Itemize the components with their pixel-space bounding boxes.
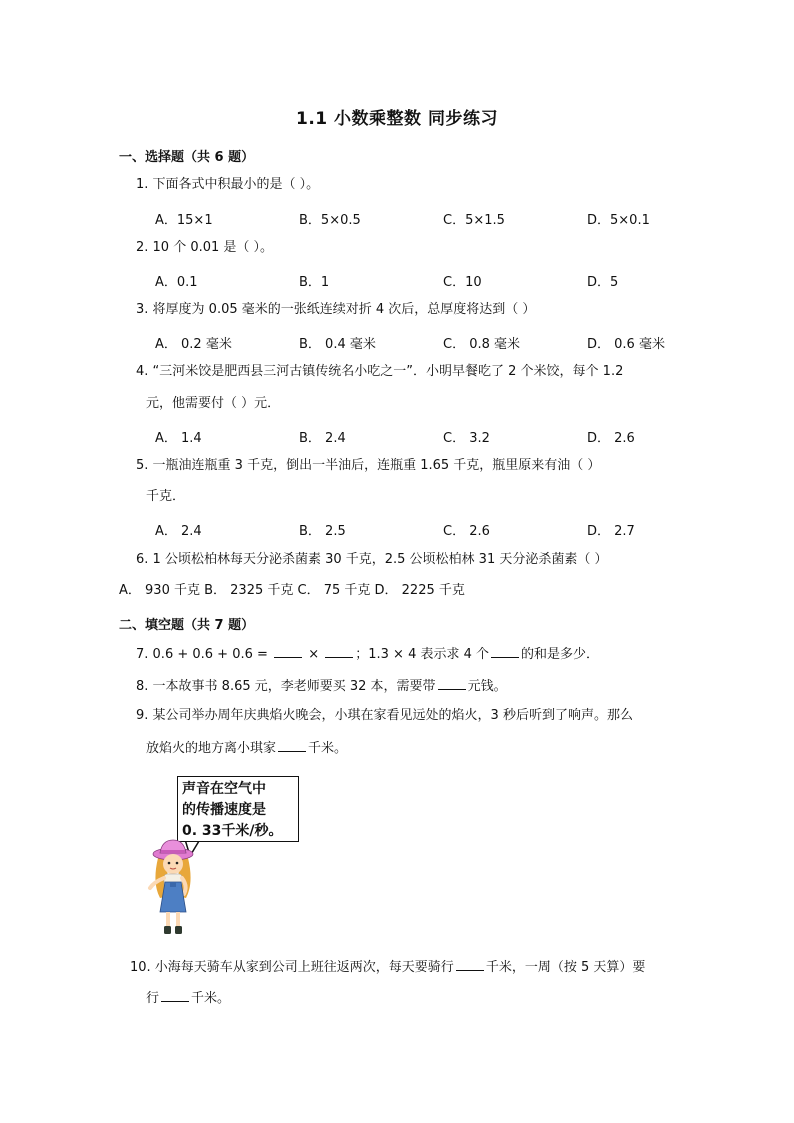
q9-blank[interactable] xyxy=(278,739,306,752)
q2-option-b: B．1 xyxy=(299,275,330,290)
q4-option-b: B． 2.4 xyxy=(299,431,346,446)
q2-option-d: D．5 xyxy=(587,275,619,290)
question-9-line-2 xyxy=(146,739,347,757)
bubble-line-3: 0. 33千米/秒。 xyxy=(182,823,283,839)
q2-option-c: C．10 xyxy=(443,275,482,290)
q8-text: 8. 一本故事书 8.65 元，李老师要买 32 本，需要带 xyxy=(136,679,436,694)
q10-middle-text: 千米，一周（按 5 天算）要 xyxy=(485,960,646,975)
q7-blank-2[interactable] xyxy=(325,645,353,658)
question-2: 2. 10 个 0.01 是（ ）。 xyxy=(136,240,274,255)
question-5-line-1: 5. 一瓶油连瓶重 3 千克，倒出一半油后，连瓶重 1.65 千克，瓶里原来有油（ ） xyxy=(136,458,601,473)
q3-option-c: C． 0.8 毫米 xyxy=(443,337,521,352)
q7-expression: 7. 0.6 + 0.6 + 0.6 = xyxy=(136,647,268,662)
question-7 xyxy=(136,645,599,663)
section-heading-fill: 二、填空题（共 7 题） xyxy=(119,618,255,633)
bubble-line-2: 的传播速度是 xyxy=(182,802,266,818)
question-6-line-1: 6. 1 公顷松柏林每天分泌杀菌素 30 千克，2.5 公顷松柏林 31 天分泌杀菌素（ ） xyxy=(136,552,608,567)
q7-end-text: 的和是多少． xyxy=(521,647,600,662)
q10-end-text: 千米。 xyxy=(191,991,231,1006)
q3-option-a: A． 0.2 毫米 xyxy=(155,337,232,352)
q7-blank-3[interactable] xyxy=(491,645,519,658)
q8-blank[interactable] xyxy=(438,677,466,690)
q10-text: 10. 小海每天骑车从家到公司上班往返两次，每天要骑行 xyxy=(130,960,454,975)
q1-option-b: B．5×0.5 xyxy=(299,213,361,228)
section-heading-choice: 一、选择题（共 6 题） xyxy=(119,150,255,165)
question-8 xyxy=(136,677,507,695)
bubble-line-1: 声音在空气中 xyxy=(182,781,266,797)
q1-option-a: A．15×1 xyxy=(155,213,213,228)
q8-end-text: 元钱。 xyxy=(467,679,507,694)
q7-times-sign: × xyxy=(308,647,320,662)
page-title: 1.1 小数乘整数 同步练习 xyxy=(296,109,498,129)
question-5-line-2: 千克． xyxy=(146,489,186,504)
q5-option-a: A． 2.4 xyxy=(155,524,202,539)
q5-option-b: B． 2.5 xyxy=(299,524,346,539)
q2-option-a: A．0.1 xyxy=(155,275,198,290)
question-9-line-1: 9. 某公司举办周年庆典焰火晚会，小琪在家看见远处的焰火，3 秒后听到了响声。那么 xyxy=(136,708,633,723)
q10-blank-2[interactable] xyxy=(161,989,189,1002)
q7-blank-1[interactable] xyxy=(274,645,302,658)
q4-option-c: C． 3.2 xyxy=(443,431,490,446)
speech-bubble xyxy=(177,776,299,842)
q10-line2-start: 行 xyxy=(146,991,160,1006)
q5-option-d: D． 2.7 xyxy=(587,524,635,539)
q4-option-d: D． 2.6 xyxy=(587,431,635,446)
question-10-line-1 xyxy=(130,958,645,976)
q10-blank-1[interactable] xyxy=(456,958,484,971)
q9-text: 放焰火的地方离小琪家 xyxy=(146,741,277,756)
q7-middle-text: ；1.3 × 4 表示求 4 个 xyxy=(355,647,490,662)
question-3: 3. 将厚度为 0.05 毫米的一张纸连续对折 4 次后，总厚度将达到（ ） xyxy=(136,302,536,317)
q1-option-c: C．5×1.5 xyxy=(443,213,505,228)
q1-option-d: D．5×0.1 xyxy=(587,213,650,228)
q4-option-a: A． 1.4 xyxy=(155,431,202,446)
q3-option-d: D． 0.6 毫米 xyxy=(587,337,665,352)
question-4-line-1: 4. “三河米饺是肥西县三河古镇传统名小吃之一”．小明早餐吃了 2 个米饺，每个 1.2 xyxy=(136,364,624,379)
q3-option-b: B． 0.4 毫米 xyxy=(299,337,376,352)
girl-illustration xyxy=(144,838,204,938)
q5-option-c: C． 2.6 xyxy=(443,524,490,539)
question-10-line-2 xyxy=(146,989,230,1007)
q9-end-text: 千米。 xyxy=(308,741,348,756)
question-4-line-2: 元，他需要付（ ）元． xyxy=(146,396,281,411)
question-6-options: A． 930 千克 B． 2325 千克 C． 75 千克 D． 2225 千克 xyxy=(119,583,465,598)
question-1: 1. 下面各式中积最小的是（ ）。 xyxy=(136,177,320,192)
